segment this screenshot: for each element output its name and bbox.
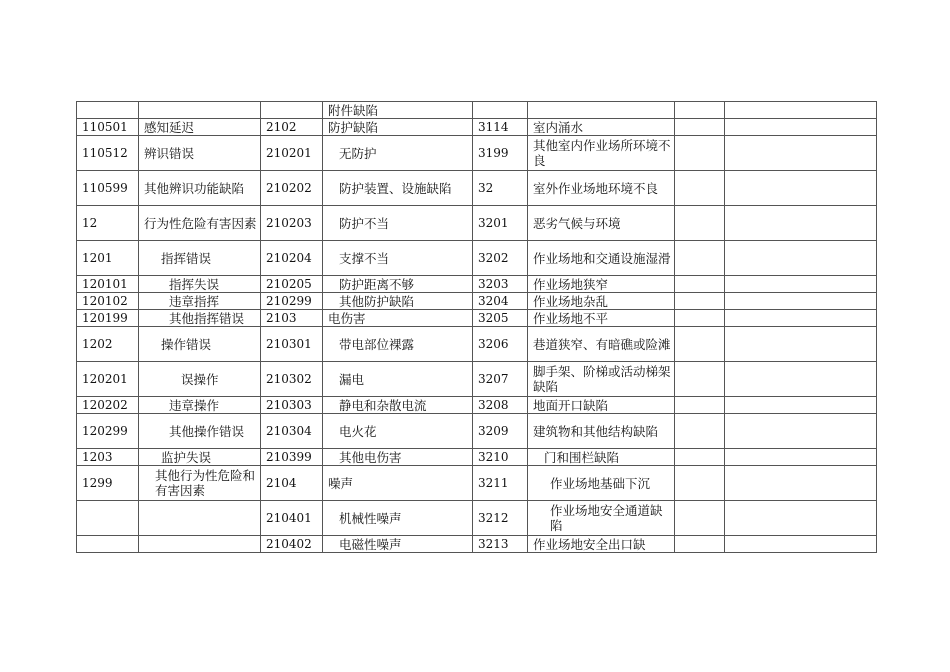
cell-code-c: 3209 [473,414,528,449]
cell-extra-1 [675,449,725,466]
cell-code-b: 210299 [261,293,323,310]
table-row [77,327,877,362]
cell-code-a: 120201 [77,362,139,397]
cell-code-b: 210202 [261,171,323,206]
cell-name-c: 建筑物和其他结构缺陷 [528,414,675,449]
cell-extra-2 [725,414,877,449]
cell-code-c: 3206 [473,327,528,362]
cell-name-a [139,501,261,536]
cell-name-a: 其他辨识功能缺陷 [139,171,261,206]
cell-name-c: 地面开口缺陷 [528,397,675,414]
cell-code-a: 1201 [77,241,139,276]
cell-code-a [77,536,139,553]
cell-extra-1 [675,293,725,310]
cell-code-b: 2104 [261,466,323,501]
cell-name-a: 指挥错误 [139,241,261,276]
cell-code-b: 210402 [261,536,323,553]
cell-code-c: 3202 [473,241,528,276]
cell-code-a: 120202 [77,397,139,414]
cell-code-b: 210201 [261,136,323,171]
cell-code-c: 3208 [473,397,528,414]
cell-name-a: 其他操作错误 [139,414,261,449]
cell-code-c: 3207 [473,362,528,397]
cell-code-c: 3114 [473,119,528,136]
cell-code-b: 210203 [261,206,323,241]
cell-extra-2 [725,501,877,536]
table-row [77,293,877,310]
cell-name-b: 无防护 [323,136,473,171]
table-row [77,414,877,449]
cell-extra-2 [725,293,877,310]
cell-extra-1 [675,241,725,276]
cell-extra-2 [725,466,877,501]
cell-code-b: 210301 [261,327,323,362]
cell-name-c: 作业场地基础下沉 [528,466,675,501]
cell-code-a: 1202 [77,327,139,362]
cell-code-c [473,102,528,119]
cell-code-b: 210399 [261,449,323,466]
cell-code-b: 210303 [261,397,323,414]
cell-extra-2 [725,119,877,136]
cell-code-a: 1299 [77,466,139,501]
cell-name-c: 室外作业场地环境不良 [528,171,675,206]
cell-extra-1 [675,119,725,136]
table-row [77,102,877,119]
cell-name-b: 电伤害 [323,310,473,327]
table-row [77,449,877,466]
cell-extra-2 [725,449,877,466]
cell-name-a: 违章操作 [139,397,261,414]
cell-extra-2 [725,241,877,276]
hazard-code-table [76,101,877,553]
cell-extra-2 [725,362,877,397]
cell-code-b: 210302 [261,362,323,397]
cell-name-b: 带电部位裸露 [323,327,473,362]
cell-extra-1 [675,171,725,206]
cell-extra-2 [725,206,877,241]
cell-code-a: 120199 [77,310,139,327]
cell-name-b: 电磁性噪声 [323,536,473,553]
cell-name-b: 其他电伤害 [323,449,473,466]
cell-code-c: 3212 [473,501,528,536]
cell-code-b: 210401 [261,501,323,536]
cell-extra-1 [675,536,725,553]
cell-code-a: 1203 [77,449,139,466]
cell-extra-1 [675,501,725,536]
table-body [77,102,877,553]
cell-code-c: 32 [473,171,528,206]
cell-name-c: 作业场地狭窄 [528,276,675,293]
cell-extra-2 [725,327,877,362]
cell-name-c: 恶劣气候与环境 [528,206,675,241]
cell-name-b: 防护装置、设施缺陷 [323,171,473,206]
cell-extra-1 [675,466,725,501]
cell-extra-2 [725,310,877,327]
cell-code-c: 3213 [473,536,528,553]
table-row [77,536,877,553]
cell-extra-1 [675,327,725,362]
cell-extra-1 [675,276,725,293]
cell-name-b: 附件缺陷 [323,102,473,119]
cell-extra-2 [725,276,877,293]
cell-name-a: 指挥失误 [139,276,261,293]
cell-name-b: 防护缺陷 [323,119,473,136]
cell-code-a: 120102 [77,293,139,310]
cell-name-b: 电火花 [323,414,473,449]
cell-code-c: 3211 [473,466,528,501]
table-row [77,310,877,327]
cell-name-b: 漏电 [323,362,473,397]
table-row [77,276,877,293]
cell-name-a: 辨识错误 [139,136,261,171]
cell-code-b: 210204 [261,241,323,276]
cell-code-a: 12 [77,206,139,241]
table-row [77,206,877,241]
cell-name-c [528,102,675,119]
cell-name-c: 室内涌水 [528,119,675,136]
cell-code-a: 110512 [77,136,139,171]
table-row [77,501,877,536]
cell-extra-2 [725,536,877,553]
cell-name-c: 门和围栏缺陷 [528,449,675,466]
cell-code-b: 210304 [261,414,323,449]
cell-code-b: 210205 [261,276,323,293]
cell-code-c: 3201 [473,206,528,241]
cell-name-a: 操作错误 [139,327,261,362]
cell-name-a [139,102,261,119]
cell-name-b: 机械性噪声 [323,501,473,536]
cell-name-c: 作业场地和交通设施湿滑 [528,241,675,276]
cell-name-a: 感知延迟 [139,119,261,136]
cell-extra-1 [675,136,725,171]
cell-name-a: 行为性危险有害因素 [139,206,261,241]
cell-name-c: 作业场地安全通道缺陷 [528,501,675,536]
cell-extra-2 [725,136,877,171]
cell-name-c: 巷道狭窄、有暗礁或险滩 [528,327,675,362]
table-row [77,241,877,276]
cell-code-c: 3205 [473,310,528,327]
cell-code-a: 120101 [77,276,139,293]
cell-extra-1 [675,310,725,327]
cell-name-a: 误操作 [139,362,261,397]
cell-name-a: 其他指挥错误 [139,310,261,327]
cell-code-b: 2102 [261,119,323,136]
table-row [77,362,877,397]
cell-name-b: 防护不当 [323,206,473,241]
cell-code-c: 3199 [473,136,528,171]
cell-name-c: 其他室内作业场所环境不良 [528,136,675,171]
table-row [77,136,877,171]
cell-name-c: 作业场地不平 [528,310,675,327]
table-row [77,119,877,136]
cell-extra-1 [675,397,725,414]
cell-code-b [261,102,323,119]
cell-name-b: 支撑不当 [323,241,473,276]
cell-code-a [77,501,139,536]
cell-extra-2 [725,102,877,119]
cell-code-a [77,102,139,119]
cell-extra-1 [675,102,725,119]
table-row [77,171,877,206]
cell-name-b: 噪声 [323,466,473,501]
table-row [77,466,877,501]
cell-code-c: 3203 [473,276,528,293]
cell-name-b: 静电和杂散电流 [323,397,473,414]
cell-name-b: 防护距离不够 [323,276,473,293]
cell-extra-1 [675,414,725,449]
cell-extra-1 [675,362,725,397]
cell-code-a: 120299 [77,414,139,449]
cell-name-a: 其他行为性危险和有害因素 [139,466,261,501]
table-row [77,397,877,414]
cell-extra-2 [725,397,877,414]
cell-extra-2 [725,171,877,206]
cell-name-a: 违章指挥 [139,293,261,310]
cell-name-a [139,536,261,553]
cell-code-c: 3210 [473,449,528,466]
cell-code-c: 3204 [473,293,528,310]
cell-name-c: 作业场地安全出口缺 [528,536,675,553]
cell-code-a: 110599 [77,171,139,206]
cell-name-c: 作业场地杂乱 [528,293,675,310]
cell-name-a: 监护失误 [139,449,261,466]
cell-code-b: 2103 [261,310,323,327]
cell-extra-1 [675,206,725,241]
cell-name-c: 脚手架、阶梯或活动梯架缺陷 [528,362,675,397]
cell-code-a: 110501 [77,119,139,136]
cell-name-b: 其他防护缺陷 [323,293,473,310]
